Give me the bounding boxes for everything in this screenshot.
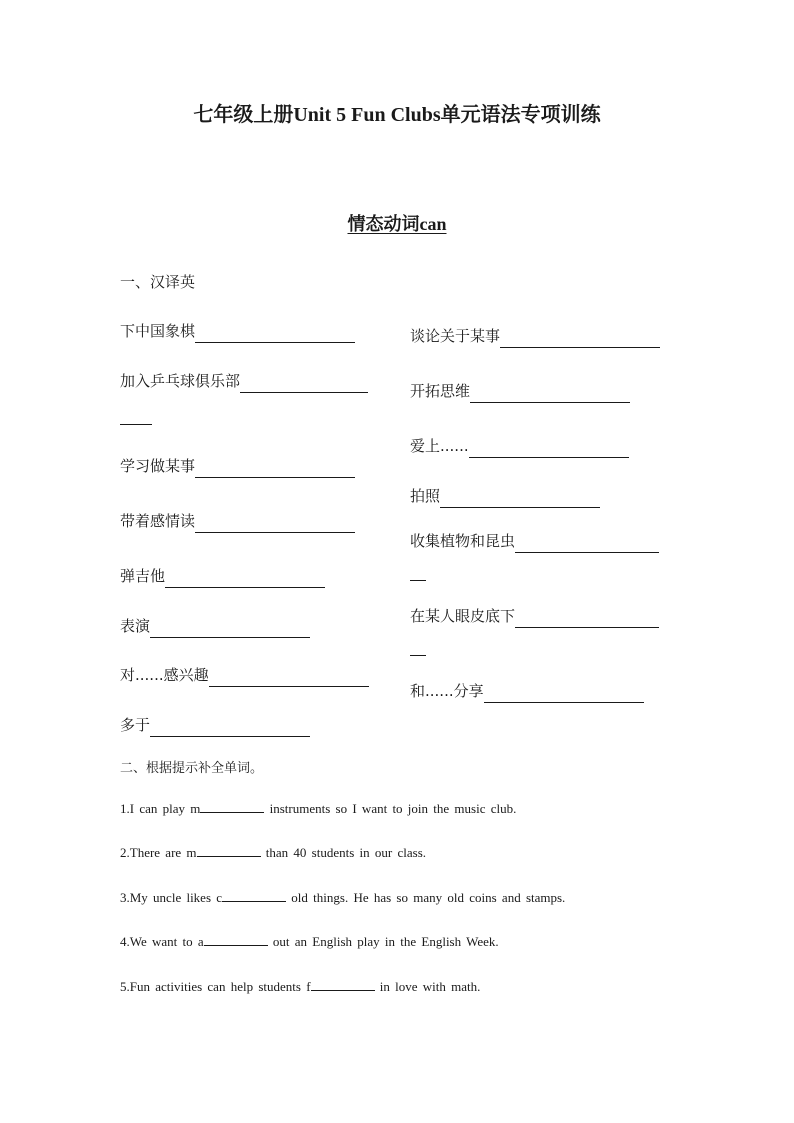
phrase-text: 开拓思维 bbox=[410, 382, 471, 400]
phrase-text: 下中国象棋 bbox=[120, 322, 196, 340]
answer-blank[interactable] bbox=[195, 513, 355, 533]
answer-blank-continuation[interactable] bbox=[120, 424, 152, 425]
phrase-item bbox=[410, 529, 659, 553]
word-blank[interactable] bbox=[197, 843, 261, 857]
fill-sentence bbox=[120, 843, 426, 863]
sentence-text: than 40 students in our class. bbox=[260, 845, 427, 860]
phrase-item bbox=[410, 434, 629, 458]
answer-blank[interactable] bbox=[469, 438, 629, 458]
answer-blank[interactable] bbox=[165, 568, 325, 588]
answer-blank[interactable] bbox=[515, 533, 659, 553]
phrase-item bbox=[120, 319, 355, 343]
sentence-text: 5.Fun activities can help students f bbox=[120, 979, 311, 994]
worksheet-title: 七年级上册Unit 5 Fun Clubs单元语法专项训练 bbox=[193, 104, 601, 126]
phrase-text: 和......分享 bbox=[410, 682, 484, 700]
answer-blank-continuation[interactable] bbox=[410, 580, 426, 581]
phrase-text: 对......感兴趣 bbox=[120, 666, 209, 684]
answer-blank[interactable] bbox=[195, 458, 355, 478]
answer-blank[interactable] bbox=[440, 488, 600, 508]
answer-blank[interactable] bbox=[515, 608, 659, 628]
phrase-item bbox=[120, 614, 310, 638]
answer-blank[interactable] bbox=[195, 323, 355, 343]
grammar-topic-text: 情态动词can bbox=[347, 214, 447, 234]
phrase-text: 表演 bbox=[120, 617, 151, 635]
phrase-text: 带着感情读 bbox=[120, 512, 196, 530]
phrase-item bbox=[120, 663, 369, 687]
sentence-text: in love with math. bbox=[374, 979, 481, 994]
answer-blank[interactable] bbox=[484, 683, 644, 703]
sentence-text: old things. He has so many old coins and stamps. bbox=[286, 890, 566, 905]
phrase-text: 在某人眼皮底下 bbox=[410, 607, 516, 625]
sentence-text: 3.My uncle likes c bbox=[120, 890, 223, 905]
phrase-item bbox=[120, 454, 355, 478]
answer-blank[interactable] bbox=[150, 618, 310, 638]
word-blank[interactable] bbox=[204, 932, 268, 946]
phrase-item bbox=[120, 509, 355, 533]
phrase-text: 弹吉他 bbox=[120, 567, 166, 585]
word-blank[interactable] bbox=[200, 799, 264, 813]
phrase-item bbox=[410, 484, 600, 508]
sentence-text: 4.We want to a bbox=[120, 934, 204, 949]
phrase-item bbox=[410, 324, 660, 348]
fill-sentence bbox=[120, 799, 516, 819]
section1-heading: 一、汉译英 bbox=[120, 273, 196, 291]
fill-sentence bbox=[120, 888, 565, 908]
phrase-text: 加入乒乓球俱乐部 bbox=[120, 372, 241, 390]
answer-blank[interactable] bbox=[470, 383, 630, 403]
phrase-text: 多于 bbox=[120, 716, 151, 734]
sentence-text: 2.There are m bbox=[120, 845, 197, 860]
answer-blank[interactable] bbox=[150, 717, 310, 737]
phrase-text: 拍照 bbox=[410, 487, 441, 505]
answer-blank-continuation[interactable] bbox=[410, 655, 426, 656]
word-blank[interactable] bbox=[222, 888, 286, 902]
phrase-item bbox=[120, 713, 310, 737]
phrase-text: 谈论关于某事 bbox=[410, 327, 501, 345]
phrase-item bbox=[410, 679, 644, 703]
fill-sentence bbox=[120, 977, 480, 997]
phrase-item bbox=[120, 564, 325, 588]
answer-blank[interactable] bbox=[209, 667, 369, 687]
sentence-text: instruments so I want to join the music club. bbox=[264, 801, 517, 816]
sentence-text: out an English play in the English Week. bbox=[267, 934, 499, 949]
word-blank[interactable] bbox=[311, 977, 375, 991]
fill-sentence bbox=[120, 932, 499, 952]
grammar-topic-heading bbox=[0, 210, 794, 238]
phrase-text: 爱上...... bbox=[410, 437, 469, 455]
answer-blank[interactable] bbox=[240, 373, 368, 393]
phrase-text: 学习做某事 bbox=[120, 457, 196, 475]
phrase-item bbox=[120, 369, 368, 393]
answer-blank[interactable] bbox=[500, 328, 660, 348]
phrase-item bbox=[410, 379, 630, 403]
section2-heading: 二、根据提示补全单词。 bbox=[120, 761, 264, 776]
phrase-text: 收集植物和昆虫 bbox=[410, 532, 516, 550]
phrase-item bbox=[410, 604, 659, 628]
sentence-text: 1.I can play m bbox=[120, 801, 201, 816]
